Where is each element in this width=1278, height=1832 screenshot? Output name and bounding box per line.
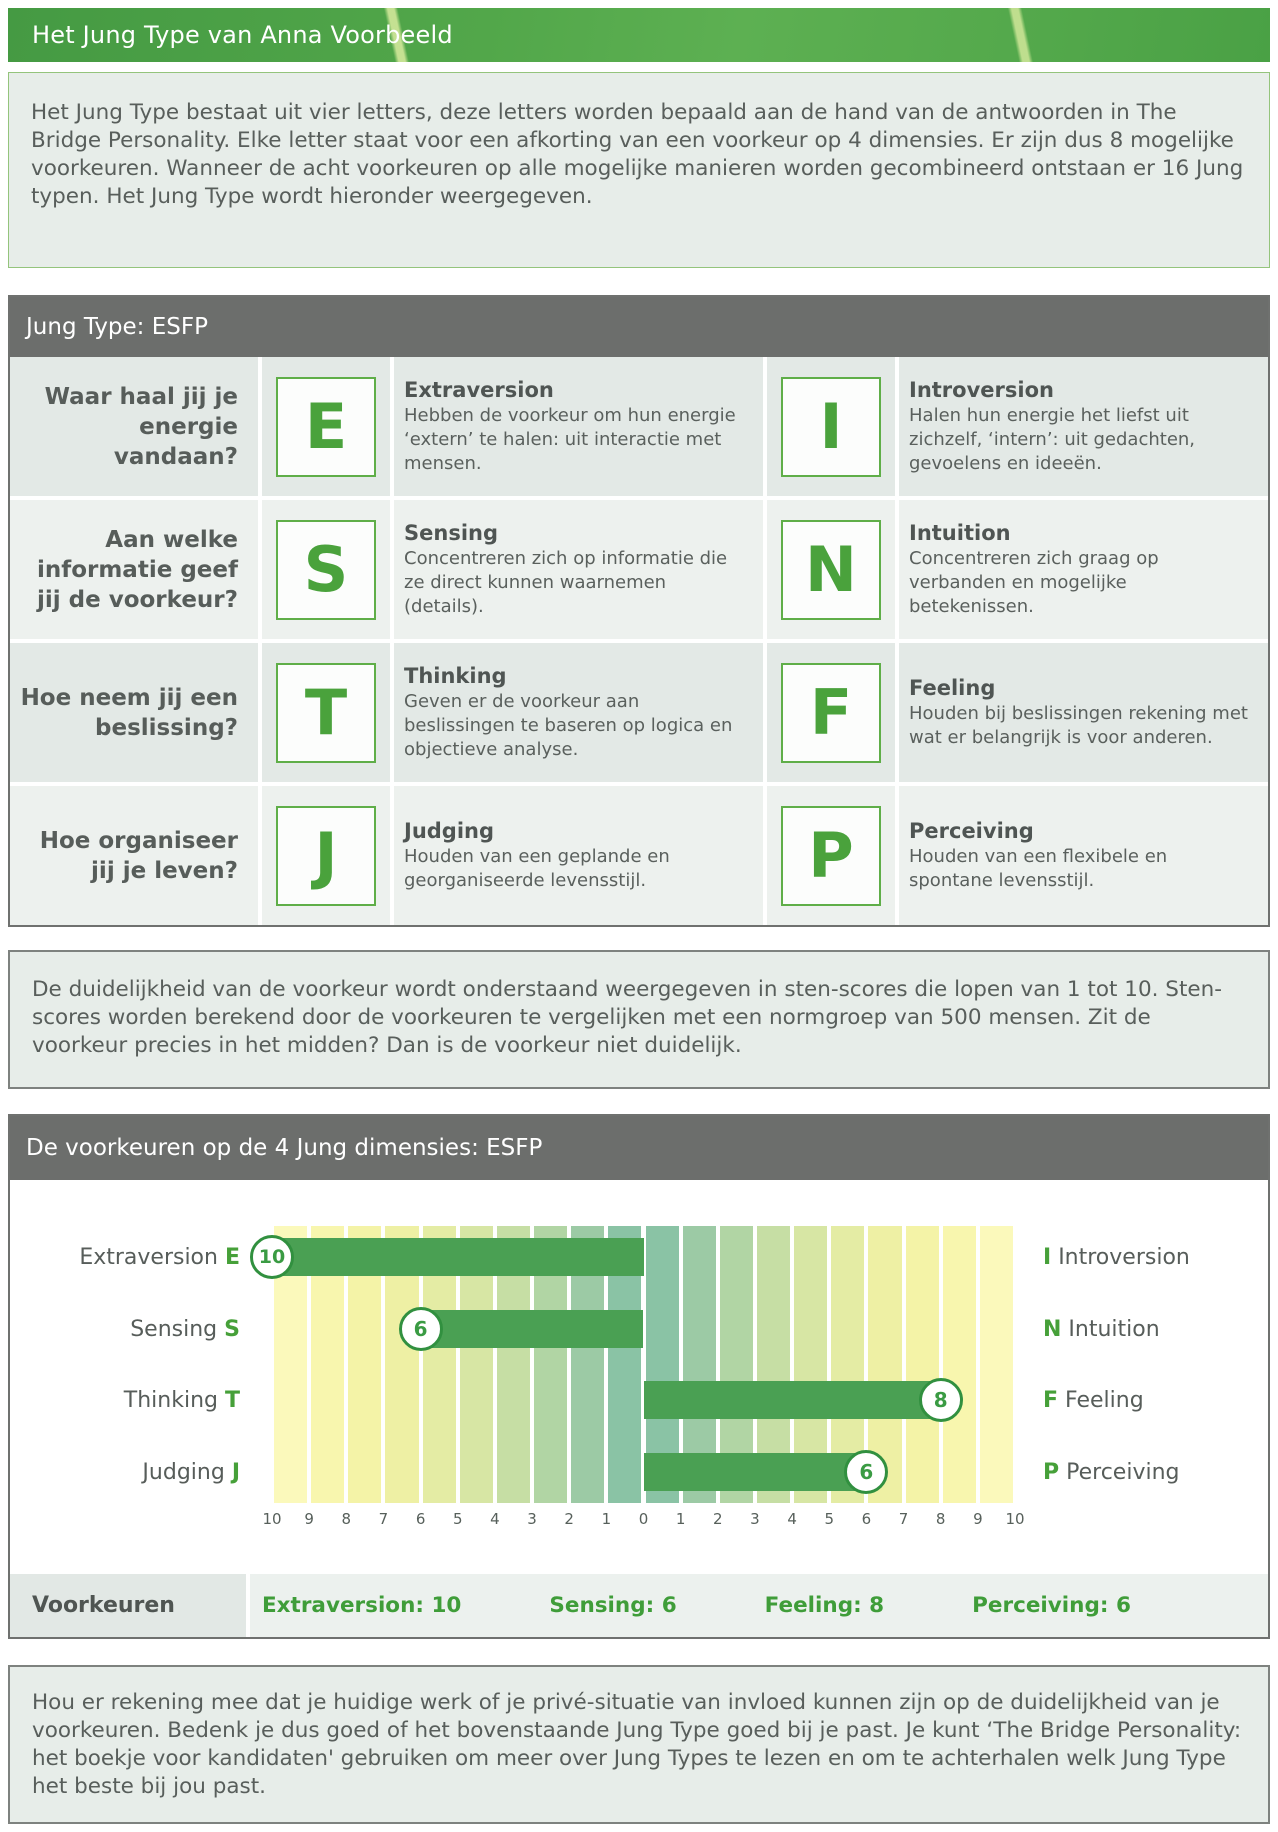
table-row — [10, 500, 1268, 639]
axis-tick: 3 — [527, 1510, 537, 1528]
summary-value: Extraversion: 10 — [262, 1593, 462, 1618]
letter-glyph: S — [303, 533, 349, 606]
letter-box-e — [276, 377, 376, 477]
preference-title: Intuition — [909, 520, 1011, 545]
dimension-letter: P — [1043, 1459, 1060, 1485]
score-badge: 6 — [844, 1450, 888, 1494]
jung-type-header — [10, 297, 1268, 357]
axis-tick: 6 — [861, 1510, 872, 1528]
score-badge: 6 — [399, 1307, 443, 1351]
score-badge: 8 — [919, 1378, 963, 1422]
axis-tick: 5 — [824, 1510, 835, 1528]
preference-desc: Halen hun energie het liefst uit zichzelf, ‘intern’: uit gedachten, gevoelens en ideeën. — [909, 404, 1196, 474]
jung-type-title: Jung Type: ESFP — [26, 314, 208, 340]
axis-tick: 1 — [675, 1510, 686, 1528]
dimension-question: Aan welke informatie geef jij de voorkeur? — [36, 526, 238, 613]
dimension-label: Feeling — [1065, 1387, 1144, 1413]
footer-note — [8, 1665, 1270, 1824]
preference-title: Extraversion — [404, 377, 554, 402]
preference-title: Thinking — [404, 663, 507, 688]
axis-tick: 9 — [973, 1510, 983, 1528]
dimension-letter: F — [1043, 1387, 1059, 1413]
letter-glyph: N — [805, 533, 857, 606]
scale-band — [906, 1226, 939, 1503]
axis-tick: 1 — [601, 1510, 612, 1528]
dimension-label: Thinking — [123, 1387, 218, 1413]
report-banner — [8, 8, 1270, 62]
preference-desc: Geven er de voorkeur aan beslissingen te baseren op logica en objectieve analyse. — [404, 690, 733, 760]
score-bar — [644, 1453, 867, 1491]
dimension-label: Judging — [142, 1459, 225, 1485]
preference-title: Introversion — [909, 377, 1054, 402]
dimension-question: Waar haal jij je energie vandaan? — [44, 383, 238, 470]
score-bar — [644, 1381, 941, 1419]
scale-band — [980, 1226, 1013, 1503]
preference-title: Feeling — [909, 675, 996, 700]
preference-desc: Houden van een geplande en georganiseerde levensstijl. — [404, 845, 670, 891]
intro-text: Het Jung Type bestaat uit vier letters, deze letters worden bepaald aan de hand van de antwoorden in The Bridge Personality. Elke letter staat voor een afkorting van een voorkeur op 4 dimensies. Er zijn dus 8 mogelijke voorkeuren. Wanneer de acht voorkeuren op alle mogelijke manieren worden gecombineerd ontstaan er 16 Jung typen. Het Jung Type wordt hieronder weergegeven. — [31, 100, 1244, 209]
dimension-question: Hoe neem jij een beslissing? — [20, 684, 238, 741]
axis-tick: 8 — [935, 1510, 946, 1528]
dimension-letter: N — [1043, 1316, 1062, 1342]
axis-tick: 9 — [304, 1510, 314, 1528]
dimension-letter: T — [224, 1387, 240, 1413]
letter-box-s — [276, 520, 376, 620]
sten-text: De duidelijkheid van de voorkeur wordt onderstaand weergegeven in sten-scores die lopen van 1 tot 10. Sten-scores worden berekend door de voorkeuren te vergelijken met een normgroep van 500 mensen. Zit de voorkeur precies in het midden? Dan is de voorkeur niet duidelijk. — [32, 977, 1222, 1058]
letter-glyph: F — [809, 676, 853, 749]
dimension-letter: I — [1043, 1244, 1052, 1270]
preference-desc: Concentreren zich graag op verbanden en mogelijke betekenissen. — [909, 547, 1159, 617]
axis-tick: 10 — [1005, 1510, 1025, 1528]
score-bar — [272, 1238, 644, 1276]
dimension-label: Perceiving — [1066, 1459, 1180, 1485]
axis-tick: 7 — [378, 1510, 389, 1528]
axis-tick: 4 — [490, 1510, 500, 1528]
dimension-label: Extraversion — [79, 1244, 218, 1270]
chart-header — [10, 1116, 1268, 1180]
axis-tick: 8 — [341, 1510, 352, 1528]
letter-box-i — [781, 377, 881, 477]
dimension-label: Intuition — [1068, 1316, 1160, 1342]
axis-tick: 2 — [713, 1510, 723, 1528]
letter-box-p — [781, 806, 881, 906]
letter-glyph: T — [304, 676, 348, 749]
preference-title: Perceiving — [909, 818, 1034, 843]
summary-label: Voorkeuren — [10, 1574, 246, 1637]
score-bar — [421, 1310, 644, 1348]
preference-title: Judging — [404, 818, 495, 843]
preference-desc: Hebben de voorkeur om hun energie ‘extern’ te halen: uit interactie met mensen. — [404, 404, 736, 474]
table-row — [10, 643, 1268, 782]
jung-type-rows — [10, 357, 1268, 925]
axis-tick: 6 — [415, 1510, 426, 1528]
sten-note — [8, 950, 1270, 1089]
dimension-label: Introversion — [1058, 1244, 1190, 1270]
axis-tick: 2 — [564, 1510, 574, 1528]
chart-title: De voorkeuren op de 4 Jung dimensies: ESFP — [26, 1135, 543, 1161]
letter-box-j — [276, 806, 376, 906]
axis-tick: 5 — [452, 1510, 463, 1528]
axis-tick: 10 — [262, 1510, 282, 1528]
letter-box-n — [781, 520, 881, 620]
table-row — [10, 357, 1268, 496]
preferences-chart-section — [8, 1114, 1270, 1639]
footer-text: Hou er rekening mee dat je huidige werk of je privé-situatie van invloed kunnen zijn op de duidelijkheid van je voorkeuren. Bedenk je dus goed of het bovenstaande Jung Type goed bij je past. Je kunt ‘The Bridge Personality: het boekje voor kandidaten' gebruiken om meer over Jung Types te lezen en om te achterhalen welk Jung Type het beste bij jou past. — [32, 1690, 1242, 1799]
summary-value: Perceiving: 6 — [972, 1593, 1131, 1618]
preferences-summary — [10, 1574, 1268, 1637]
letter-glyph: I — [819, 390, 843, 463]
letter-glyph: E — [304, 390, 348, 463]
preference-desc: Houden van een flexibele en spontane levensstijl. — [909, 845, 1168, 891]
axis-tick: 7 — [898, 1510, 909, 1528]
dimension-letter: E — [224, 1244, 240, 1270]
letter-box-t — [276, 663, 376, 763]
preference-desc: Concentreren zich op informatie die ze direct kunnen waarnemen (details). — [404, 547, 728, 617]
table-row — [10, 786, 1268, 925]
scale-band — [943, 1226, 976, 1503]
preference-title: Sensing — [404, 520, 498, 545]
letter-box-f — [781, 663, 881, 763]
axis-tick: 3 — [750, 1510, 760, 1528]
letter-glyph: P — [808, 819, 854, 892]
dimension-letter: S — [224, 1316, 240, 1342]
summary-value: Sensing: 6 — [549, 1593, 677, 1618]
jung-type-section — [8, 295, 1270, 927]
intro-note — [8, 72, 1270, 268]
dimension-letter: J — [231, 1459, 240, 1485]
axis-tick: 0 — [638, 1510, 649, 1528]
dimension-question: Hoe organiseer jij je leven? — [39, 827, 238, 884]
summary-value: Feeling: 8 — [764, 1593, 885, 1618]
preference-desc: Houden bij beslissingen rekening met wat er belangrijk is voor anderen. — [909, 702, 1248, 748]
page-title: Het Jung Type van Anna Voorbeeld — [32, 21, 453, 49]
score-badge: 10 — [250, 1235, 294, 1279]
letter-glyph: J — [314, 819, 338, 892]
dimension-label: Sensing — [130, 1316, 218, 1342]
axis-tick: 4 — [787, 1510, 797, 1528]
chart-plot — [10, 1180, 1268, 1574]
